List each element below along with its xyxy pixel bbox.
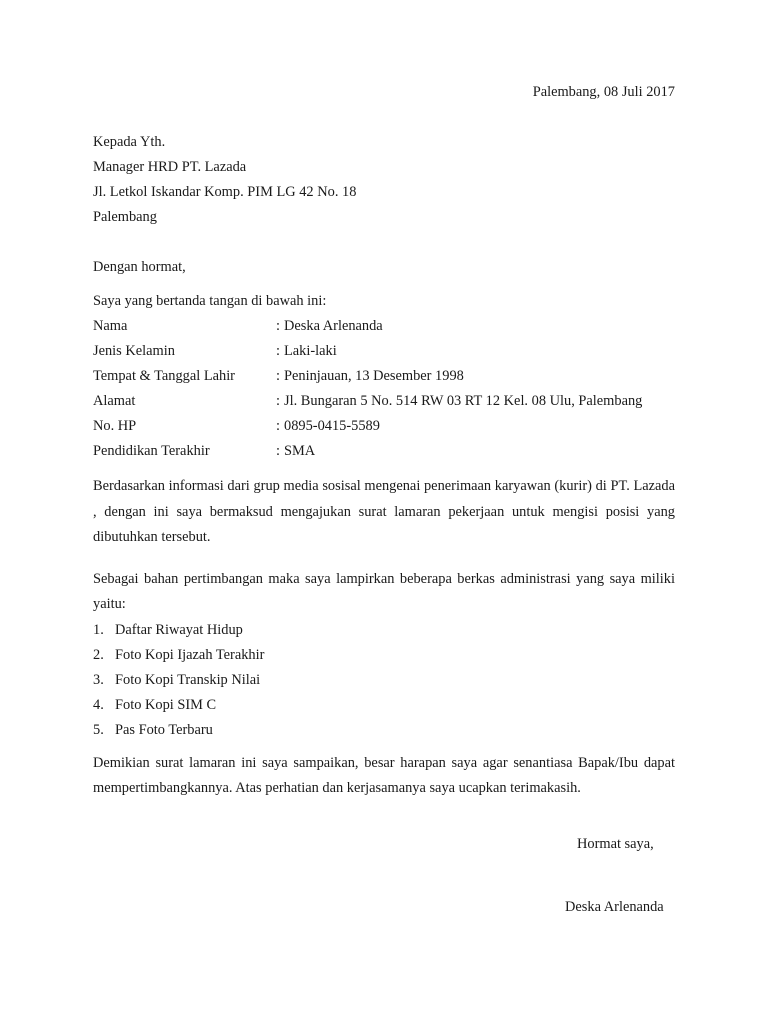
detail-row xyxy=(93,389,675,414)
detail-label: Alamat xyxy=(93,393,136,409)
list-item-number: 3. xyxy=(93,671,104,688)
signature-name: Deska Arlenanda xyxy=(565,899,664,915)
list-item xyxy=(93,693,675,718)
greeting: Dengan hormat, xyxy=(93,259,186,275)
detail-separator: : xyxy=(276,368,280,384)
list-item-text: Daftar Riwayat Hidup xyxy=(115,621,243,638)
applicant-details xyxy=(93,314,675,464)
detail-row xyxy=(93,364,675,389)
detail-row xyxy=(93,439,675,464)
recipient-line: Palembang xyxy=(93,209,157,225)
paragraph-closing: Demikian surat lamaran ini saya sampaikan, besar harapan saya agar senantiasa Bapak/Ibu dapat mempertimbangkannya. Atas perhatian dan kerjasamanya saya ucapkan terimakasih. xyxy=(93,754,675,796)
recipient-line: Manager HRD PT. Lazada xyxy=(93,159,247,175)
list-item xyxy=(93,718,675,743)
detail-row xyxy=(93,339,675,364)
paragraph-attachments-intro: Sebagai bahan pertimbangan maka saya lampirkan beberapa berkas administrasi yang saya miliki yaitu: xyxy=(93,570,675,612)
paragraph-purpose: Berdasarkan informasi dari grup media sosisal mengenai penerimaan karyawan (kurir) di PT. Lazada , dengan ini saya bermaksud mengajukan surat lamaran pekerjaan untuk mengisi posisi yang dibutuhkan tersebut. xyxy=(93,478,675,545)
list-item-text: Foto Kopi SIM C xyxy=(115,696,217,713)
list-item xyxy=(93,643,675,668)
list-item-number: 2. xyxy=(93,646,104,663)
detail-label: Nama xyxy=(93,318,128,334)
list-item xyxy=(93,668,675,693)
detail-row xyxy=(93,414,675,439)
list-item-number: 5. xyxy=(93,721,104,738)
detail-value: Deska Arlenanda xyxy=(284,318,383,334)
signoff: Hormat saya, xyxy=(577,836,654,852)
detail-value: Jl. Bungaran 5 No. 514 RW 03 RT 12 Kel. 08 Ulu, Palembang xyxy=(284,393,643,409)
detail-separator: : xyxy=(276,318,280,334)
recipient-line: Kepada Yth. xyxy=(93,134,166,150)
detail-value: Peninjauan, 13 Desember 1998 xyxy=(284,368,464,384)
recipient-line: Jl. Letkol Iskandar Komp. PIM LG 42 No. 18 xyxy=(93,184,357,200)
detail-label: No. HP xyxy=(93,418,137,434)
letter-body xyxy=(93,80,675,802)
detail-separator: : xyxy=(276,443,280,459)
attachment-list xyxy=(93,618,675,743)
detail-label: Jenis Kelamin xyxy=(93,343,175,359)
list-item-text: Foto Kopi Transkip Nilai xyxy=(115,671,261,688)
detail-row xyxy=(93,314,675,339)
letter-date: Palembang, 08 Juli 2017 xyxy=(532,84,675,100)
detail-label: Pendidikan Terakhir xyxy=(93,443,210,459)
detail-separator: : xyxy=(276,418,280,434)
detail-value: 0895-0415-5589 xyxy=(284,418,380,434)
detail-separator: : xyxy=(276,393,280,409)
detail-value: SMA xyxy=(284,443,316,459)
recipient-block xyxy=(93,130,675,230)
detail-label: Tempat & Tanggal Lahir xyxy=(93,368,235,384)
detail-separator: : xyxy=(276,343,280,359)
list-item xyxy=(93,618,675,643)
detail-value: Laki-laki xyxy=(284,343,337,359)
intro-line: Saya yang bertanda tangan di bawah ini: xyxy=(93,293,327,309)
list-item-number: 4. xyxy=(93,696,104,713)
list-item-text: Pas Foto Terbaru xyxy=(115,721,213,738)
list-item-text: Foto Kopi Ijazah Terakhir xyxy=(115,646,265,663)
list-item-number: 1. xyxy=(93,621,104,638)
